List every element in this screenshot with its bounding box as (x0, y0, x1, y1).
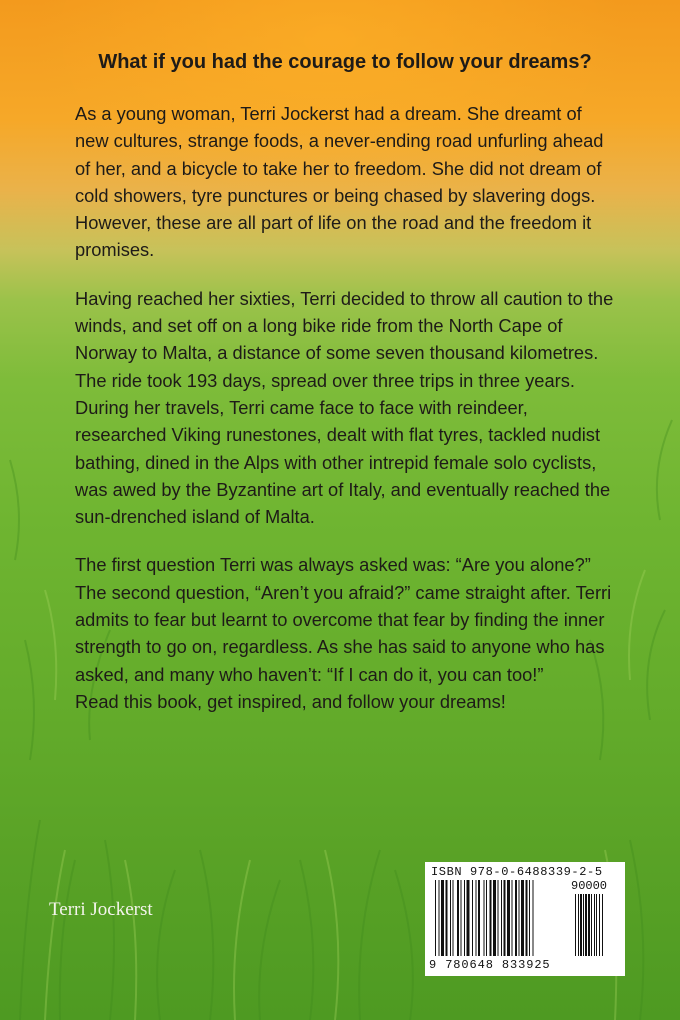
barcode-bar (457, 880, 459, 956)
barcode-bar (446, 880, 448, 956)
tagline-heading: What if you had the courage to follow your dreams? (98, 51, 592, 73)
barcode-addon-bar (583, 894, 584, 956)
barcode-addon-bar (575, 894, 576, 956)
blurb-text: As a young woman, Terri Jockerst had a dream. She dreamt of new cultures, strange foods, a never-ending road unfurling ahead of her, and a bicycle to take her to freedom. She did not dream of cold showers, tyre punctures or being chased by slavering dogs. However, these are all part of life on the road and the freedom it promises. (75, 103, 604, 261)
barcode-bar (507, 880, 510, 956)
barcode-addon-bar (594, 894, 595, 956)
barcode-bar (512, 880, 513, 956)
barcode-bar (435, 880, 436, 956)
author-name: Terri Jockerst (49, 899, 153, 920)
barcode-addon-bar (580, 894, 582, 956)
barcode-bar (461, 880, 462, 956)
barcode-addon: 90000 (571, 879, 608, 893)
barcode-addon-bar (602, 894, 603, 956)
barcode-bar (439, 880, 440, 956)
barcode-addon-bar (588, 894, 590, 956)
barcode-bar (464, 880, 465, 956)
barcode-bar (493, 880, 496, 956)
barcode-bar (453, 880, 454, 956)
barcode-bar (504, 880, 506, 956)
barcode-bar (501, 880, 502, 956)
barcode-addon-bar (596, 894, 597, 956)
blurb-text: The ride took 193 days, spread over three trips in three years. During her travels, Terri came face to face with reindeer, researched Viking runestones, dealt with flat tyres, tackled nudist bathing, dined in the Alps with other intrepid female solo cyclists, was awed by the Byzantine art of Italy, and eventually reached the sun-drenched island of Malta. (75, 369, 611, 528)
barcode-bar (498, 880, 499, 956)
barcode-addon-bar (599, 894, 600, 956)
barcode-bar (472, 880, 473, 956)
barcode-bar (486, 880, 487, 956)
blurb-paragraph-3 (75, 551, 615, 715)
barcode-bar (450, 880, 451, 956)
blurb-text: The first question Terri was always asked was: “Are you alone?” The second question, “Aren’t you afraid?” came straight after. Terri admits to fear but learnt to overcome that fear by finding the inner strength to go on, regardless. As she has said to anyone who has asked, and many who haven’t: “If I can do it, you can too!” (75, 554, 612, 685)
back-cover-blurb (75, 48, 615, 736)
blurb-paragraph-1 (75, 100, 615, 264)
barcode-bar (519, 880, 520, 956)
barcode-bar (490, 880, 492, 956)
blurb-paragraph-2 (75, 285, 615, 531)
barcode-bar (467, 880, 470, 956)
barcode-bar (478, 880, 480, 956)
ean-digits: 9 780648 833925 (429, 958, 551, 972)
isbn-label: ISBN 978-0-6488339-2-5 (431, 865, 603, 879)
blurb-text: Having reached her sixties, Terri decided to throw all caution to the winds, and set off on a long bike ride from the North Cape of Norway to Malta, a distance of some seven thousand kilometres. (75, 287, 614, 364)
barcode-bar (484, 880, 485, 956)
barcode-addon-bar (591, 894, 592, 956)
barcode-addon-bar (585, 894, 587, 956)
barcode-bar (441, 880, 444, 956)
barcode-addon-bar (578, 894, 579, 956)
isbn-barcode (425, 862, 625, 976)
barcode-bar (533, 880, 534, 956)
barcode-bar (529, 880, 530, 956)
barcode-bar (521, 880, 524, 956)
barcode-bar (476, 880, 477, 956)
barcode-bar (526, 880, 528, 956)
blurb-text: Read this book, get inspired, and follow your dreams! (75, 690, 506, 712)
barcode-bar (515, 880, 517, 956)
